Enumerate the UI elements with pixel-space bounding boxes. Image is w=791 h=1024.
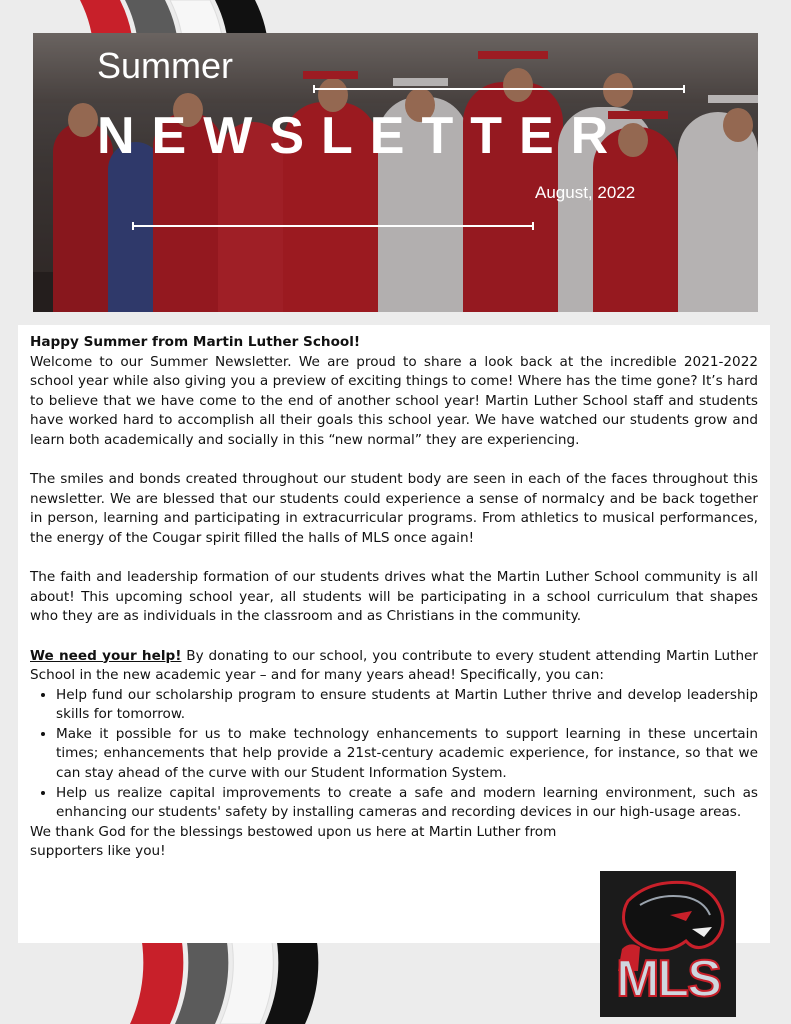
help-text: By donating to our school, you contribute to every student attending Martin Luther School in the new academic year – and for many years ahead! Specifically, you can: bbox=[30, 647, 759, 684]
divider-tick bbox=[532, 222, 534, 230]
help-paragraph bbox=[30, 647, 758, 686]
logo-text: MLS bbox=[616, 950, 720, 1008]
help-heading: We need your help! bbox=[30, 647, 182, 664]
newsletter-date: August, 2022 bbox=[535, 183, 636, 202]
mls-cougar-logo bbox=[600, 871, 736, 1017]
title-divider-top bbox=[313, 88, 685, 90]
list-item: • Help fund our scholarship program to ensure students at Martin Luther thrive and develop leadership skills for tomorrow. bbox=[56, 686, 758, 725]
divider-tick bbox=[683, 85, 685, 93]
list-item: • Help us realize capital improvements to create a safe and modern learning environment, such as enhancing our students' safety by installing cameras and recording devices in our high-usage areas. bbox=[56, 784, 758, 823]
divider-tick bbox=[132, 222, 134, 230]
decorative-stripes-bottom bbox=[110, 930, 340, 1024]
closing-paragraph: We thank God for the blessings bestowed upon us here at Martin Luther from supporters like you! bbox=[30, 823, 557, 860]
newsletter-title: NEWSLETTER bbox=[97, 107, 626, 165]
list-item: • Make it possible for us to make technology enhancements to support learning in these uncertain times; enhancements that help provide a 21st-century academic experience, for instance, so that we can stay ahead of the curve with our Student Information System. bbox=[56, 725, 758, 784]
title-divider-bottom bbox=[132, 225, 534, 227]
divider-tick bbox=[313, 85, 315, 93]
intro-paragraph: Welcome to our Summer Newsletter. We are proud to share a look back at the incredible 2021-2022 school year while also giving you a preview of exciting things to come! Where has the time gone? It’s hard to believe that we have come to the end of another school year! Martin Luther School staff and students have worked hard to accomplish all their goals this school year. We have watched our students grow and learn both academically and socially in this “new normal” they are experiencing. bbox=[30, 353, 758, 448]
newsletter-body bbox=[18, 325, 770, 943]
newsletter-season: Summer bbox=[97, 45, 234, 86]
faith-paragraph: The faith and leadership formation of our students drives what the Martin Luther School community is all about! This upcoming school year, all students will be participating in a school curriculum that shapes who they are as individuals in the classroom and as Christians in the community. bbox=[30, 569, 758, 625]
donation-list bbox=[30, 686, 758, 823]
community-paragraph: The smiles and bonds created throughout our student body are seen in each of the faces throughout this newsletter. We are blessed that our students could experience a sense of normalcy and be back together in person, learning and participating in extracurricular programs. From athletics to musical performances, the energy of the Cougar spirit filled the halls of MLS once again! bbox=[30, 471, 758, 546]
greeting-heading: Happy Summer from Martin Luther School! bbox=[30, 334, 361, 350]
